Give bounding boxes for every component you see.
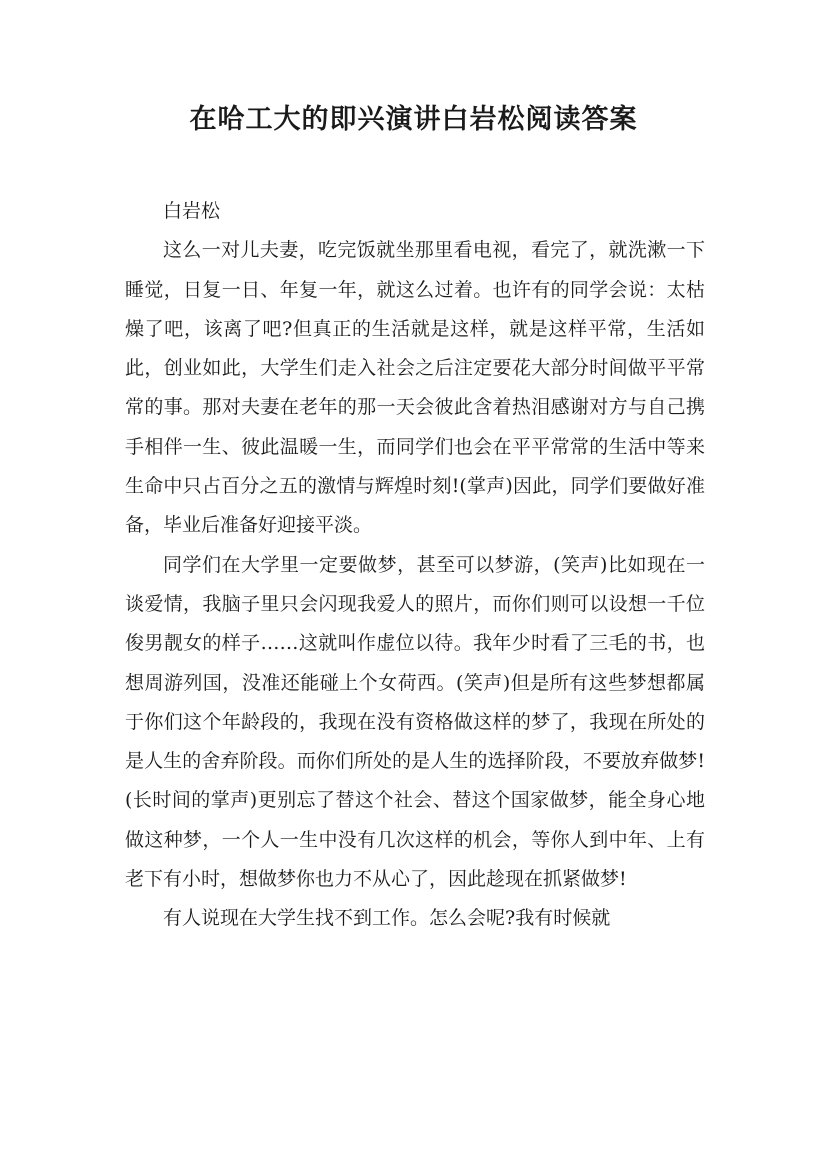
paragraph-1: 这么一对儿夫妻，吃完饭就坐那里看电视，看完了，就洗漱一下睡觉，日复一日、年复一年，就这么过着。也许有的同学会说：太枯燥了吧，该离了吧?但真正的生活就是这样，就是这样平常，生活如此，创业如此，大学生们走入社会之后注定要花大部分时间做平平常常的事。那对夫妻在老年的那一天会彼此含着热泪感谢对方与自己携手相伴一生、彼此温暖一生，而同学们也会在平平常常的生活中等来生命中只占百分之五的激情与辉煌时刻!(掌声)因此，同学们要做好准备，毕业后准备好迎接平淡。 xyxy=(125,239,705,537)
document-title: 在哈工大的即兴演讲白岩松阅读答案 xyxy=(189,104,638,135)
author-line: 白岩松 xyxy=(163,200,221,222)
paragraph-2: 同学们在大学里一定要做梦，甚至可以梦游，(笑声)比如现在一谈爱情，我脑子里只会闪现我爱人的照片，而你们则可以设想一千位俊男靓女的样子……这就叫作虚位以待。我年少时看了三毛的书，也想周游列国，没准还能碰上个女荷西。(笑声)但是所有这些梦想都属于你们这个年龄段的，我现在没有资格做这样的梦了，我现在所处的是人生的舍弃阶段。而你们所处的是人生的选择阶段，不要放弃做梦!(长时间的掌声)更别忘了替这个社会、替这个国家做梦，能全身心地做这种梦，一个人一生中没有几次这样的机会，等你人到中年、上有老下有小时，想做梦你也力不从心了，因此趁现在抓紧做梦! xyxy=(125,553,705,891)
paragraph-3: 有人说现在大学生找不到工作。怎么会呢?我有时候就 xyxy=(163,907,611,930)
document-body xyxy=(125,192,705,939)
